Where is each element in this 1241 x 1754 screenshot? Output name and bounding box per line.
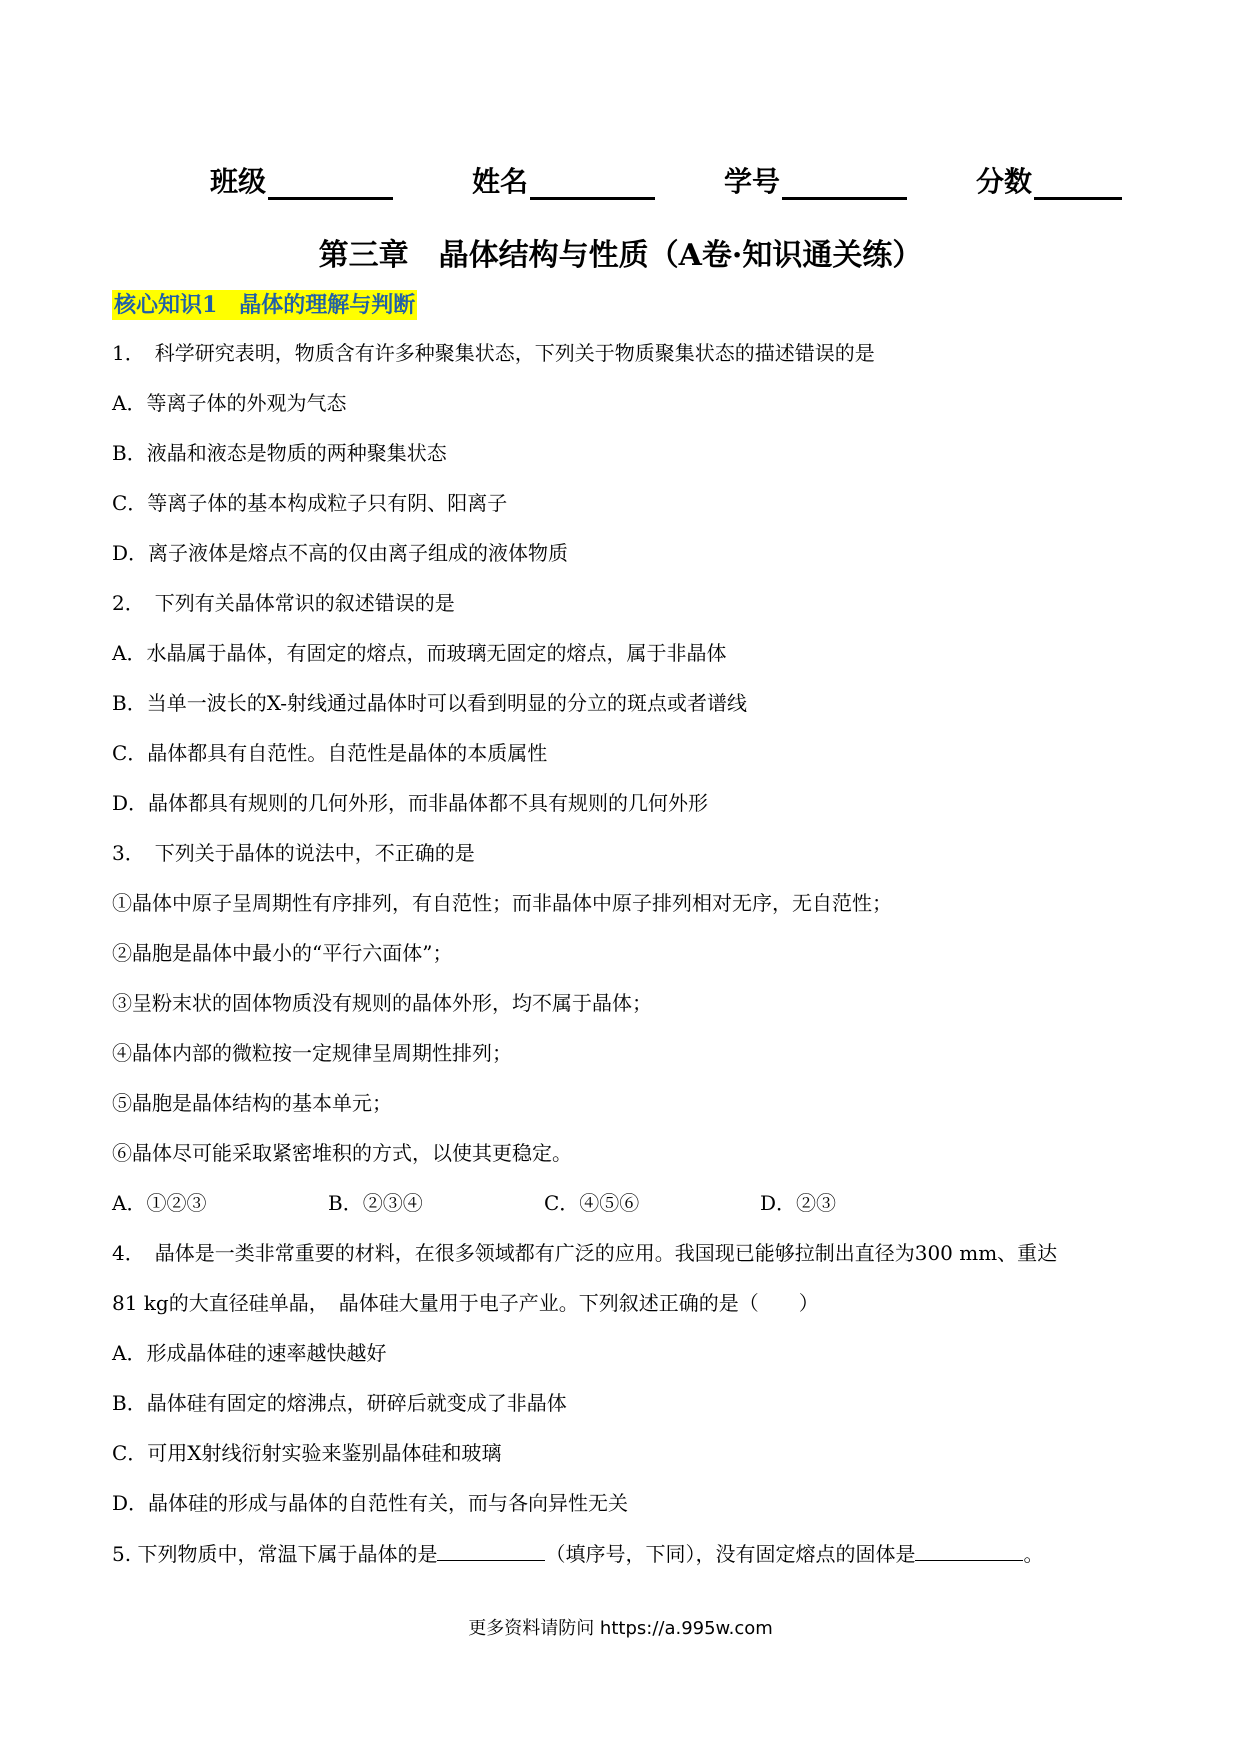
q3-option-a: A．①②③	[112, 1191, 207, 1215]
q5-answer-blank-1[interactable]	[437, 1540, 545, 1561]
q5-text-part-3: 。	[1023, 1542, 1044, 1566]
q2-option-c: C．晶体都具有自范性。自范性是晶体的本质属性	[112, 741, 548, 765]
q3-statement-1: ①晶体中原子呈周期性有序排列，有自范性；而非晶体中原子排列相对无序，无自范性；	[112, 891, 892, 915]
q2-option-d: D．晶体都具有规则的几何外形，而非晶体都不具有规则的几何外形	[112, 791, 709, 815]
q3-options	[112, 1190, 1012, 1216]
section-heading: 核心知识1 晶体的理解与判断	[114, 292, 416, 318]
score-blank[interactable]	[1034, 169, 1122, 200]
student-info-row	[210, 160, 1130, 200]
name-label: 姓名	[472, 165, 529, 198]
q3-statement-3: ③呈粉末状的固体物质没有规则的晶体外形，均不属于晶体；	[112, 991, 652, 1015]
q2-option-b: B．当单一波长的X-射线通过晶体时可以看到明显的分立的斑点或者谱线	[112, 691, 747, 715]
q3-statement-5: ⑤晶胞是晶体结构的基本单元；	[112, 1091, 392, 1115]
q3-statement-4: ④晶体内部的微粒按一定规律呈周期性排列；	[112, 1041, 512, 1065]
q4-option-b: B．晶体硅有固定的熔沸点，研碎后就变成了非晶体	[112, 1391, 567, 1415]
number-label: 学号	[724, 165, 781, 198]
q5-text-part-1: 5. 下列物质中，常温下属于晶体的是	[112, 1542, 438, 1566]
footer-link[interactable]: 更多资料请防问 https://a.995w.com	[468, 1618, 773, 1639]
q4-option-c: C．可用X射线衍射实验来鉴别晶体硅和玻璃	[112, 1441, 502, 1465]
q3-statement-6: ⑥晶体尽可能采取紧密堆积的方式，以使其更稳定。	[112, 1141, 572, 1165]
q4-stem-line-1: 4． 晶体是一类非常重要的材料，在很多领域都有广泛的应用。我国现已能够拉制出直径为300 mm、重达	[112, 1241, 1058, 1265]
class-blank[interactable]	[268, 169, 393, 200]
q1-stem: 1． 科学研究表明，物质含有许多种聚集状态，下列关于物质聚集状态的描述错误的是	[112, 341, 875, 365]
q3-stem: 3． 下列关于晶体的说法中，不正确的是	[112, 841, 475, 865]
q5-answer-blank-2[interactable]	[915, 1540, 1023, 1561]
q3-statement-2: ②晶胞是晶体中最小的“平行六面体”；	[112, 941, 453, 965]
score-label: 分数	[976, 165, 1033, 198]
q2-option-a: A．水晶属于晶体，有固定的熔点，而玻璃无固定的熔点，属于非晶体	[112, 641, 727, 665]
q4-option-d: D．晶体硅的形成与晶体的自范性有关，而与各向异性无关	[112, 1491, 629, 1515]
q1-option-b: B．液晶和液态是物质的两种聚集状态	[112, 441, 447, 465]
name-field	[472, 160, 655, 200]
q3-option-c: C．④⑤⑥	[544, 1191, 640, 1215]
page-title: 第三章 晶体结构与性质（A卷·知识通关练）	[318, 238, 923, 273]
score-field	[976, 160, 1122, 200]
class-label: 班级	[210, 165, 267, 198]
q1-option-d: D．离子液体是熔点不高的仅由离子组成的液体物质	[112, 541, 569, 565]
q4-option-a: A．形成晶体硅的速率越快越好	[112, 1341, 387, 1365]
q3-option-b: B．②③④	[328, 1191, 423, 1215]
number-field	[724, 160, 907, 200]
q3-option-d: D．②③	[760, 1191, 837, 1215]
number-blank[interactable]	[782, 169, 907, 200]
class-field	[210, 160, 393, 200]
q5-text-part-2: （填序号，下同），没有固定熔点的固体是	[545, 1542, 916, 1566]
q1-option-c: C．等离子体的基本构成粒子只有阴、阳离子	[112, 491, 508, 515]
name-blank[interactable]	[530, 169, 655, 200]
q5-stem	[112, 1540, 1043, 1567]
q2-stem: 2． 下列有关晶体常识的叙述错误的是	[112, 591, 455, 615]
q4-stem-line-2: 81 kg的大直径硅单晶， 晶体硅大量用于电子产业。下列叙述正确的是（ ）	[112, 1291, 819, 1315]
q1-option-a: A．等离子体的外观为气态	[112, 391, 347, 415]
